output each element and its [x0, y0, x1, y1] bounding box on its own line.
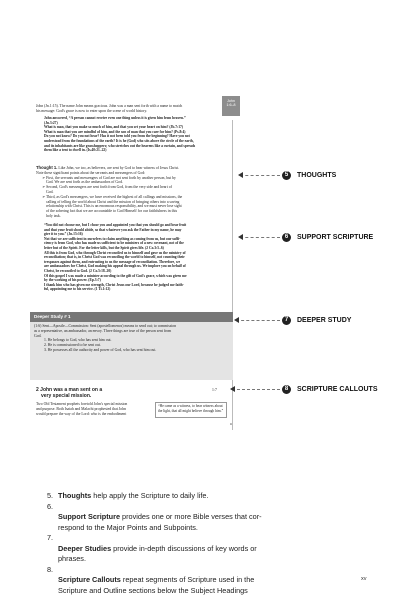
deeper-study-text: (1:6) Sent—Apostle—Commission: Sent (apostellomenos) means to send out; to commission as a representative, an ambassador, an envoy. Three things are true of the person sent from God. 1. He belongs to God, who has sent him out. 2. He is commissioned to be sent out. 3. He possesses all the authority and power of God, who has sent him out.: [34, 324, 177, 352]
callout-line-5: [240, 175, 280, 176]
small-mark: a: [230, 422, 232, 426]
thought-title: Thought 1.: [36, 165, 58, 170]
callout-label-deeper-study: DEEPER STUDY: [297, 317, 352, 324]
chapter-tab: John 1:6–8: [222, 96, 240, 116]
deeper-study-title: Deeper Study # 1: [30, 312, 233, 322]
callout-line-8: [232, 389, 280, 390]
verse-ref: 1:7: [212, 388, 217, 392]
callout-label-scripture-callouts: SCRIPTURE CALLOUTS: [297, 386, 378, 393]
arrow-icon: [234, 317, 239, 323]
note-item: 6. Support Scripture provides one or more Bible verses that cor- respond to the Major Points and Subpoints.: [47, 501, 262, 532]
intro-text: John (Jn.1:15). The name John means gracious. John was a man sent forth with a name to match his message: God's grace is now to enter upon the scene of world history.: [36, 104, 183, 113]
callout-badge-8: 8: [282, 385, 291, 394]
column-divider: [232, 120, 233, 430]
callout-badge-6: 6: [282, 233, 291, 242]
scripture-callout-text: “He came as a witness, to bear witness about the light, that all might believe through him.”: [158, 404, 224, 413]
notes-list: [47, 491, 357, 596]
note-item: 7. Deeper Studies provide in-depth discussions of key words or phrases.: [47, 533, 257, 563]
callout-line-6: [240, 237, 280, 238]
commentary-text: Two Old Testament prophets foretold John's special mission and purpose. Both Isaiah and Malachi prophesied that John would prepare the way of the Lord: who is the embodiment: [36, 402, 128, 416]
arrow-icon: [238, 172, 243, 178]
page-number: xv: [361, 576, 367, 582]
callout-label-support-scripture: SUPPORT SCRIPTURE: [297, 234, 374, 241]
callout-label-thoughts: THOUGHTS: [297, 172, 337, 179]
note-item: 8. Scripture Callouts repeat segments of Scripture used in the Scripture and Outline sections below the Subject Headings: [47, 564, 255, 595]
arrow-icon: [230, 386, 235, 392]
callout-badge-7: 7: [282, 316, 291, 325]
outline-number: 2: [36, 387, 39, 393]
callout-line-7: [236, 320, 280, 321]
support-quotes-top: John answered, “A person cannot receive even one thing unless it is given him from heaven.” (Jn.3:27) What is man, that you make so much of him, and that you set your heart on him? (Jb.7:17) What is man that you are mindful of him, and the son of man that you care for him? (Ps.8:4) Do you not know? Do you not hear? Has it not been told you from the beginning? Have you not understood from the foundations of the earth? It is he (God) who sits above the circle of the earth, and its inhabitants are like grasshoppers; who stretches out the heavens like a curtain, and spreads them like a tent to dwell in. (Is.40:21–22): [44, 116, 196, 153]
note-item: 5. Thoughts help apply the Scripture to daily life.: [47, 491, 209, 500]
callout-badge-5: 5: [282, 171, 291, 180]
outline-point: 2 John was a man sent on a very special mission.: [36, 387, 103, 399]
thought-block: Thought 1. Like John, we too, as believers, are sent by God to bear witness of Jesus Christ. Note these significant points about the servants and messengers of God: ➢ First, the servants and messengers of God are not sent forth by another person, but by God. We are sent forth as the ambassadors of God. ➢ Second, God's messengers are sent forth from God, from the very side and heart of God. ➢ Third, as God's messengers, we have received the highest of all callings and missions, the calling of telling the world about Christ and the mission of bringing others into a saving relationship with Christ. This is an enormous responsibility, and we must never lose sight of the sobering fact that we are accountable to God Himself for our faithfulness in this holy task.: [36, 165, 183, 218]
support-scripture-block: “You did not choose me, but I chose you and appointed you that you should go and bear fruit and that your fruit should abide, so that whatever you ask the Father in my name, he may give it to you.” (Jn.15:16) Not that we are sufficient in ourselves to claim anything as coming from us, but our suffi- ciency is from God, who has made us sufficient to be ministers of a new covenant, not of the letter but of the Spirit. For the letter kills, but the Spirit gives life. (2 Co.3:5–6) All this is from God, who through Christ reconciled us to himself and gave us the ministry of reconciliation; that is, in Christ God was reconciling the world to himself, not counting their trespasses against them, and entrusting to us the message of reconciliation. Therefore, we are ambassadors for Christ, God making his appeal through us. We implore you on behalf of Christ, be reconciled to God. (2 Co.5:18–20) Of this gospel I was made a minister according to the gift of God's grace, which was given me by the working of his power. (Ep.3:7) I thank him who has given me strength, Christ Jesus our Lord, because he judged me faith- ful, appointing me to his service. (1 Ti.1:12): [44, 223, 187, 292]
arrow-icon: [238, 234, 243, 240]
